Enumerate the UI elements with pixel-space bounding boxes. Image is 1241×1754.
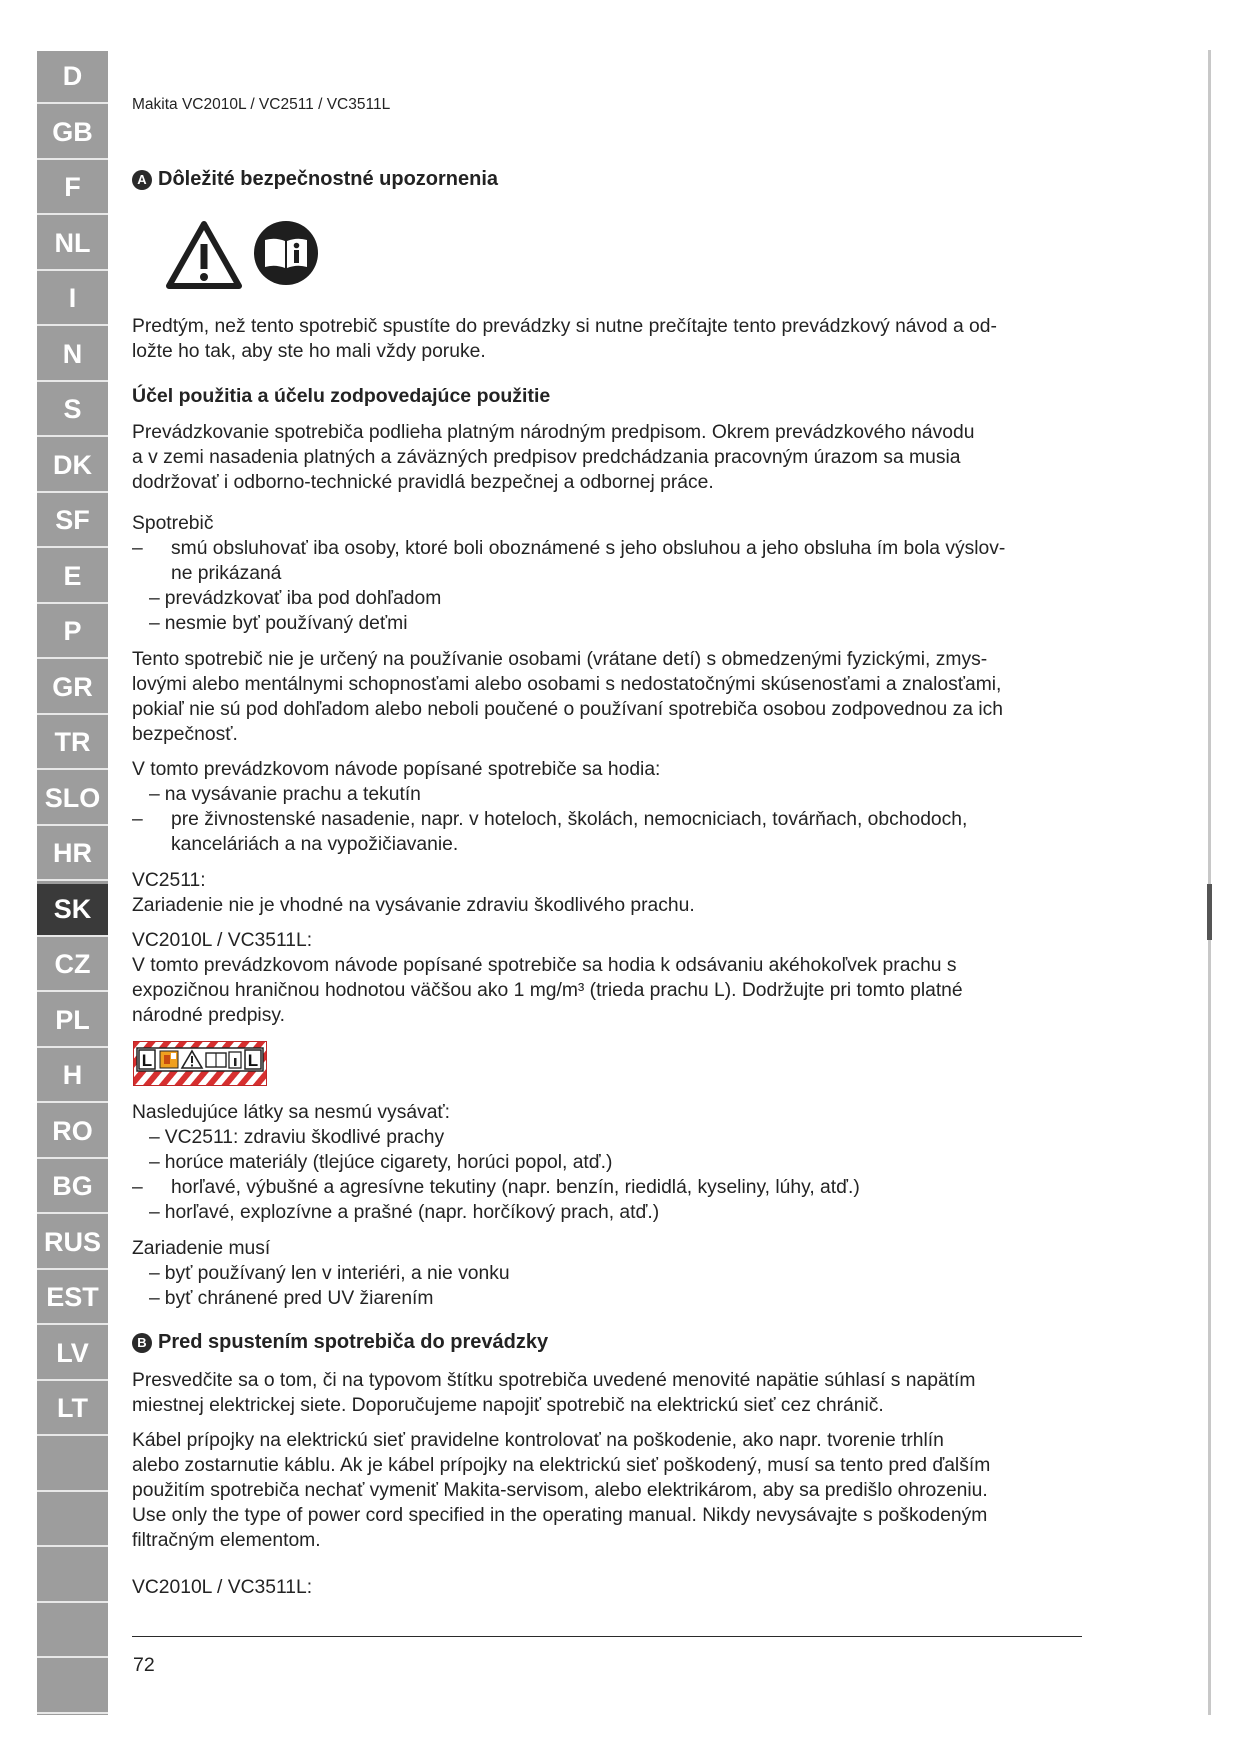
language-tab-p[interactable]: P — [37, 606, 108, 659]
vc-l-block — [132, 928, 1082, 1028]
text-line: bezpečnosť. — [132, 724, 238, 745]
list-item: – VC2511: zdraviu škodlivé prachy — [149, 1127, 445, 1148]
text-line: Predtým, než tento spotrebič spustíte do prevádzky si nutne prečítajte tento prevádzkový návod a od- — [132, 316, 997, 337]
intro-paragraph — [132, 314, 1082, 364]
language-tab-sk[interactable]: SK — [37, 884, 108, 937]
language-tab-gr[interactable]: GR — [37, 662, 108, 715]
text-line: lovými alebo mentálnymi schopnosťami alebo osobami s nedostatočnými skúsenosťami a znalosťami, — [132, 674, 1002, 695]
language-tab-cz[interactable]: CZ — [37, 939, 108, 992]
language-tab-ro[interactable]: RO — [37, 1106, 108, 1159]
text-line: Tento spotrebič nie je určený na používanie osobami (vrátane detí) s obmedzenými fyzickými, zmys- — [132, 649, 988, 670]
list-item: – na vysávanie prachu a tekutín — [149, 784, 421, 805]
language-tab-f[interactable]: F — [37, 162, 108, 215]
list-item: – horľavé, výbušné a agresívne tekutiny (napr. benzín, riedidlá, kyseliny, lúhy, atď.) — [132, 1177, 860, 1198]
read-manual-icon — [253, 220, 319, 286]
appliance-label: Spotrebič — [132, 513, 214, 534]
language-tab-n[interactable]: N — [37, 329, 108, 382]
language-tab-pl[interactable]: PL — [37, 995, 108, 1048]
language-tab-empty — [37, 1661, 108, 1714]
language-tab-est[interactable]: EST — [37, 1272, 108, 1325]
section-a-badge: A — [132, 170, 152, 190]
text-line: a v zemi nasadenia platných a záväzných predpisov predchádzania pracovným úrazom sa musia — [132, 447, 961, 468]
section-b-heading — [132, 1331, 548, 1354]
page-number: 72 — [133, 1654, 155, 1676]
language-tab-empty — [37, 1439, 108, 1492]
list-item: – smú obsluhovať iba osoby, ktoré boli oboznámené s jeho obsluhou a jeho obsluha ím bola výslov- ne prikázaná — [132, 538, 1006, 584]
language-tab-empty — [37, 1605, 108, 1658]
section-a-title: Dôležité bezpečnostné upozornenia — [158, 168, 499, 190]
suitable-block — [132, 757, 1082, 857]
device-intro: Zariadenie musí — [132, 1238, 271, 1259]
list-item: – byť používaný len v interiéri, a nie vonku — [149, 1263, 510, 1284]
text-line: pokiaľ nie sú pod dohľadom alebo neboli poučené o používaní spotrebiča osobou zodpovednou za ich — [132, 699, 1003, 720]
text-line: Kábel prípojky na elektrickú sieť pravidelne kontrolovať na poškodenie, ako napr. tvorenie trhlín — [132, 1430, 944, 1451]
list-item: – byť chránené pred UV žiarením — [149, 1288, 434, 1309]
language-tab-hr[interactable]: HR — [37, 828, 108, 881]
text-line: ložte ho tak, aby ste ho mali vždy poruke. — [132, 341, 486, 362]
text-line: Presvedčite sa o tom, či na typovom štítku spotrebiča uvedené menovité napätie súhlasí s napätím — [132, 1370, 976, 1391]
purpose-heading: Účel použitia a účelu zodpovedajúce použitie — [132, 385, 551, 407]
language-tab-empty — [37, 1494, 108, 1547]
language-tab-empty — [37, 1550, 108, 1603]
right-margin-marker — [1207, 884, 1212, 940]
language-tab-nl[interactable]: NL — [37, 218, 108, 271]
language-tab-sf[interactable]: SF — [37, 495, 108, 548]
dust-class-l-label — [133, 1041, 267, 1086]
text-line: Use only the type of power cord specified in the operating manual. Nikdy nevysávajte s poškodeným — [132, 1505, 988, 1526]
list-item: – pre živnostenské nasadenie, napr. v hoteloch, školách, nemocniciach, továrňach, obchodoch, kanceláriách a na vypožičiavanie. — [132, 809, 968, 855]
voltage-paragraph — [132, 1368, 1082, 1418]
dust-label-left-letter: L — [141, 1051, 153, 1070]
restriction-paragraph — [132, 647, 1082, 747]
purpose-paragraph — [132, 420, 1082, 495]
trailing-block — [132, 1575, 1082, 1600]
text-line: Prevádzkovanie spotrebiča podlieha platným národným predpisom. Okrem prevádzkového návodu — [132, 422, 975, 443]
language-tab-tr[interactable]: TR — [37, 717, 108, 770]
suitable-intro: V tomto prevádzkovom návode popísané spotrebiče sa hodia: — [132, 759, 661, 780]
dust-label-right-letter: L — [247, 1051, 259, 1070]
warning-icons — [165, 220, 319, 290]
language-tab-d[interactable]: D — [37, 51, 108, 104]
text-line: filtračným elementom. — [132, 1530, 321, 1551]
text-line: dodržovať i odborno-technické pravidlá bezpečnej a odbornej práce. — [132, 472, 714, 493]
trailing-label: VC2010L / VC3511L: — [132, 1577, 313, 1598]
text-line: národné predpisy. — [132, 1005, 285, 1026]
forbidden-block — [132, 1100, 1082, 1225]
warning-triangle-icon — [165, 220, 243, 290]
language-tab-h[interactable]: H — [37, 1050, 108, 1103]
language-tab-lv[interactable]: LV — [37, 1328, 108, 1381]
vc2511-text: Zariadenie nie je vhodné na vysávanie zdraviu škodlivého prachu. — [132, 895, 695, 916]
language-tab-i[interactable]: I — [37, 273, 108, 326]
appliance-block — [132, 511, 1082, 636]
document-header: Makita VC2010L / VC2511 / VC3511L — [132, 96, 391, 113]
language-sidebar — [37, 51, 108, 1715]
section-b-badge: B — [132, 1333, 152, 1353]
language-tab-bg[interactable]: BG — [37, 1161, 108, 1214]
text-line: alebo zostarnutie káblu. Ak je kábel prípojky na elektrickú sieť poškodený, musí sa tento pred ďalším — [132, 1455, 991, 1476]
vc2511-block — [132, 868, 1082, 918]
section-a-heading — [132, 168, 498, 191]
language-tab-rus[interactable]: RUS — [37, 1217, 108, 1270]
list-item: – nesmie byť používaný deťmi — [149, 613, 408, 634]
list-item: – horúce materiály (tlejúce cigarety, horúci popol, atď.) — [149, 1152, 613, 1173]
language-tab-e[interactable]: E — [37, 551, 108, 604]
vc2511-label: VC2511: — [132, 870, 206, 891]
text-line: miestnej elektrickej siete. Doporučujeme napojiť spotrebič na elektrickú sieť cez chránič. — [132, 1395, 884, 1416]
language-tab-gb[interactable]: GB — [37, 107, 108, 160]
language-tab-slo[interactable]: SLO — [37, 773, 108, 826]
footer-rule — [132, 1636, 1082, 1637]
right-margin-rule — [1208, 50, 1211, 1715]
text-line: expozičnou hraničnou hodnotou väčšou ako 1 mg/m³ (trieda prachu L). Dodržujte pri tomto platné — [132, 980, 963, 1001]
list-item: – horľavé, explozívne a prašné (napr. horčíkový prach, atď.) — [149, 1202, 660, 1223]
language-tab-s[interactable]: S — [37, 384, 108, 437]
vc-l-label: VC2010L / VC3511L: — [132, 930, 313, 951]
cable-paragraph — [132, 1428, 1082, 1553]
text-line: V tomto prevádzkovom návode popísané spotrebiče sa hodia k odsávaniu akéhokoľvek prachu s — [132, 955, 957, 976]
list-item: – prevádzkovať iba pod dohľadom — [149, 588, 442, 609]
forbidden-intro: Nasledujúce látky sa nesmú vysávať: — [132, 1102, 451, 1123]
section-b-title: Pred spustením spotrebiča do prevádzky — [158, 1331, 549, 1353]
language-tab-dk[interactable]: DK — [37, 440, 108, 493]
device-block — [132, 1236, 1082, 1311]
text-line: použitím spotrebiča nechať vymeniť Makita-servisom, alebo elektrikárom, aby sa predišlo ohrozeniu. — [132, 1480, 988, 1501]
language-tab-lt[interactable]: LT — [37, 1383, 108, 1436]
